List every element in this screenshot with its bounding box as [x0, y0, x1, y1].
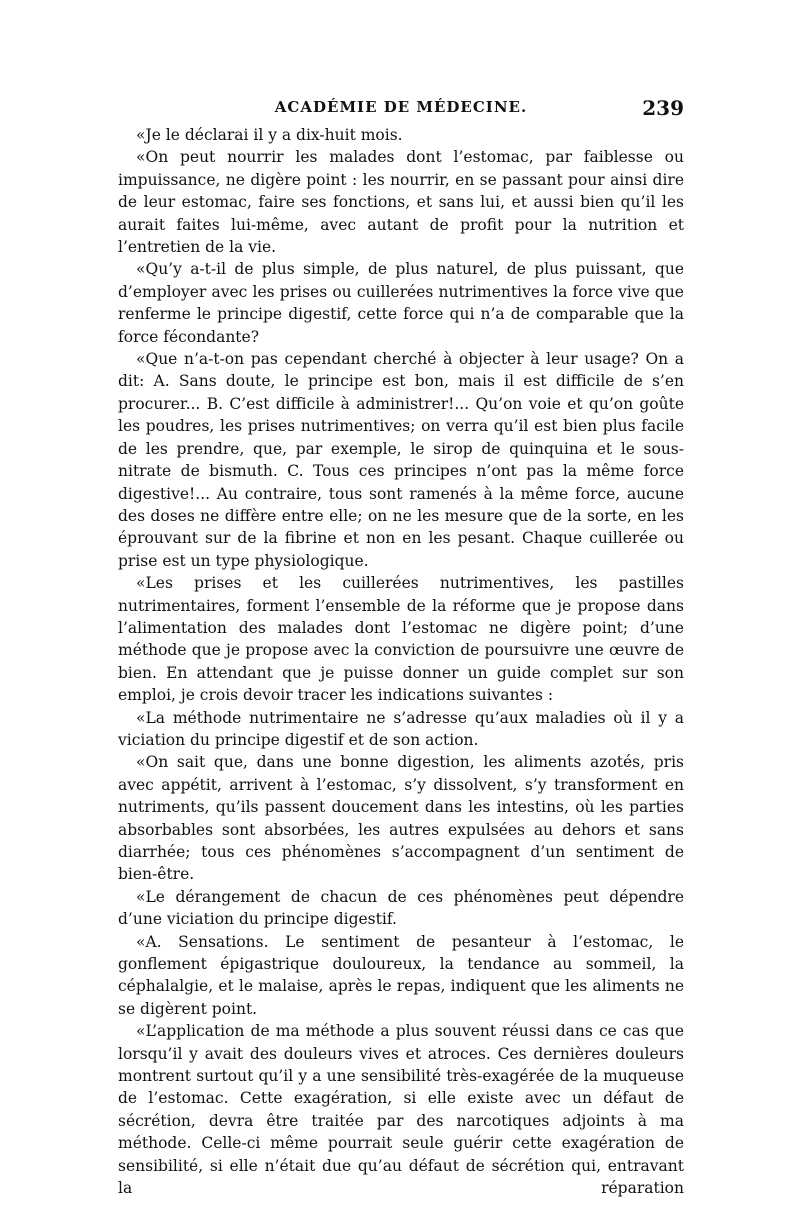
running-head: ACADÉMIE DE MÉDECINE.	[274, 98, 528, 116]
paragraph-8: «Le dérangement de chacun de ces phénomènes peut dépendre d’une viciation du principe digestif.	[118, 887, 684, 929]
paragraph-1: «Je le déclarai il y a dix-huit mois.	[136, 126, 403, 144]
paragraph-2: «On peut nourrir les malades dont l’estomac, par faiblesse ou impuissance, ne digère point : les nourrir, en se passant pour ainsi dire de leur estomac, faire ses fonctions, et sans lui, et aussi bien qu’il les aurait faites lui-même, avec autant de profit pour la nutrition et l’entretien de la vie.	[118, 148, 684, 257]
paragraph-6: «La méthode nutrimentaire ne s’adresse qu’aux maladies où il y a viciation du principe digestif et de son action.	[118, 708, 684, 749]
paragraph-9: «A. Sensations. Le sentiment de pesanteur à l’estomac, le gonflement épigastrique douloureux, la tendance au sommeil, la céphalalgie, et le malaise, après le repas, indiquent que les aliments ne se digèrent point.	[118, 932, 684, 1018]
paragraph-7: «On sait que, dans une bonne digestion, les aliments azotés, pris avec appétit, arrivent à l’estomac, s’y dissolvent, s’y transforment en nutriments, qu’ils passent doucement dans les intestins, où les parties absorbables sont absorbées, les autres expulsées au dehors et sans diarrhée; tous ces phénomènes s’accompagnent d’un sentiment de bien-être.	[118, 753, 684, 884]
page-header	[118, 96, 684, 124]
body-text	[118, 124, 684, 1200]
paragraph-3: «Qu’y a-t-il de plus simple, de plus naturel, de plus puissant, que d’employer avec les prises ou cuillerées nutrimentives la force vive que renferme le principe digestif, cette force qui n’a de comparable que la force fécondante?	[118, 260, 684, 346]
book-page	[118, 96, 684, 1200]
paragraph-10: «L’application de ma méthode a plus souvent réussi dans ce cas que lorsqu’il y avait des douleurs vives et atroces. Ces dernières douleurs montrent surtout qu’il y a une sensibilité très-exagérée de la muqueuse de l’estomac. Cette exagération, si elle existe avec un défaut de sécrétion, devra être traitée par des narcotiques adjoints à ma méthode. Celle-ci même pourrait seule guérir cette exagération de sensibilité, si elle n’était due qu’au défaut de sécrétion qui, entravant la réparation	[118, 1022, 684, 1198]
paragraph-5: «Les prises et les cuillerées nutrimentives, les pastilles nutrimentaires, forment l’ensemble de la réforme que je propose dans l’alimentation des malades dont l’estomac ne digère point; d’une méthode que je propose avec la conviction de poursuivre une œuvre de bien. En attendant que je puisse donner un guide complet sur son emploi, je crois devoir tracer les indications suivantes :	[118, 574, 684, 705]
paragraph-4: «Que n’a-t-on pas cependant cherché à objecter à leur usage? On a dit: A. Sans doute, le principe est bon, mais il est difficile de s’en procurer... B. C’est difficile à administrer!... Qu’on voie et qu’on goûte les poudres, les prises nutrimentives; on verra qu’il est bien plus facile de les prendre, que, par exemple, le sirop de quinquina et le sous-nitrate de bismuth. C. Tous ces principes n’ont pas la même force digestive!... Au contraire, tous sont ramenés à la même force, aucune des doses ne diffère entre elle; on ne les mesure que de la sorte, en les éprouvant sur de la fibrine et non en les pesant. Chaque cuillerée ou prise est un type physiologique.	[118, 350, 684, 570]
page-number: 239	[642, 96, 684, 120]
